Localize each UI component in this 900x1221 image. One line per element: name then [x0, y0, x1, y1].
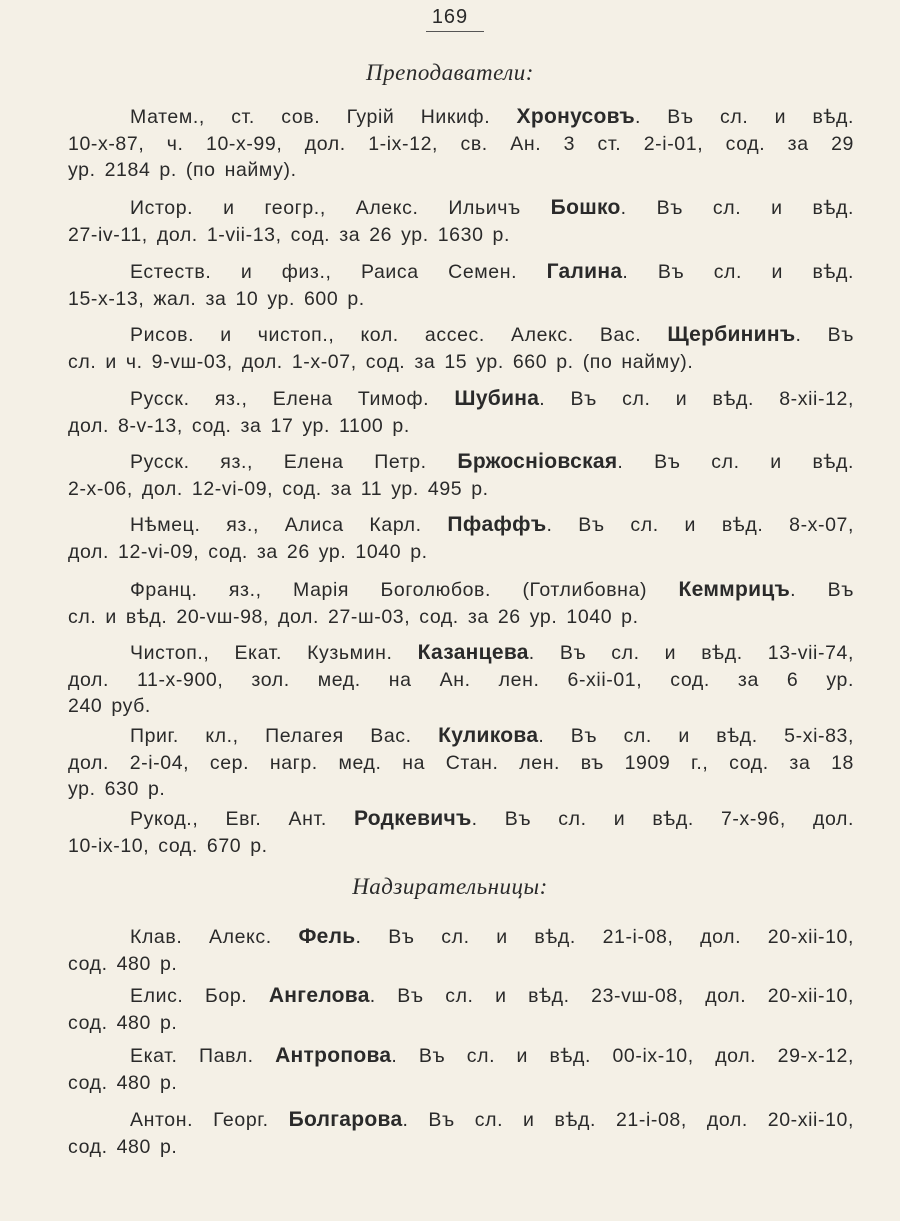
entry-rodkevich	[68, 806, 854, 859]
entry-antropova	[68, 1043, 854, 1096]
page-number-rule	[426, 31, 484, 32]
surname: Ангелова	[268, 984, 370, 1007]
entry-line: дол. 12-vі-09, сод. за 26 ур. 1040 р.	[68, 540, 428, 563]
entry-line: Истор. и геогр., Алекс. Ильичъ Бошко. Въ сл. и вѣд.	[130, 196, 854, 219]
entry-line: Нѣмец. яз., Алиса Карл. Пфаффъ. Въ сл. и вѣд. 8-х-07,	[130, 513, 855, 536]
surname: Шубина	[454, 387, 540, 410]
entry-pfaff	[68, 512, 854, 565]
entry-line: 2-х-06, дол. 12-vі-09, сод. за 11 ур. 495 р.	[68, 477, 489, 500]
surname: Бошко	[550, 196, 621, 219]
entry-line: 27-іv-11, дол. 1-vіі-13, сод. за 26 ур. 1630 р.	[68, 223, 510, 246]
surname: Казанцева	[417, 641, 529, 664]
surname: Галина	[546, 260, 623, 283]
entry-galina	[68, 259, 854, 312]
surname: Бржосніовская	[457, 450, 618, 473]
entry-line: ур. 2184 р. (по найму).	[68, 159, 297, 181]
surname: Куликова	[438, 724, 539, 747]
entry-line: Естеств. и физ., Раиса Семен. Галина. Въ сл. и вѣд.	[130, 260, 854, 283]
entry-line: Русск. яз., Елена Петр. Бржосніовская. Въ сл. и вѣд.	[130, 450, 855, 473]
entry-brzhosniovskaya	[68, 449, 854, 502]
entry-angelova	[68, 983, 854, 1036]
entry-line: сод. 480 р.	[68, 952, 178, 975]
entry-kazantseva	[68, 640, 854, 720]
entry-line: Клав. Алекс. Фель. Въ сл. и вѣд. 21-і-08, дол. 20-хіі-10,	[130, 925, 854, 948]
entry-line: Рисов. и чистоп., кол. ассес. Алекс. Вас. Щербининъ. Въ	[130, 323, 854, 346]
entry-line: ур. 630 р.	[68, 778, 166, 800]
surname: Фель	[298, 925, 356, 948]
entry-line: Антон. Георг. Болгарова. Въ сл. и вѣд. 21-і-08, дол. 20-хіі-10,	[130, 1108, 854, 1131]
entry-line: Рукод., Евг. Ант. Родкевичъ. Въ сл. и вѣд. 7-х-96, дол.	[130, 807, 854, 830]
entry-line: сод. 480 р.	[68, 1135, 178, 1158]
entry-line: 10-іх-10, сод. 670 р.	[68, 834, 268, 857]
surname: Кеммрицъ	[678, 578, 791, 601]
surname: Хронусовъ	[516, 105, 635, 128]
entry-line: 15-х-13, жал. за 10 ур. 600 р.	[68, 287, 365, 310]
surname: Болгарова	[288, 1108, 403, 1131]
entry-line: сод. 480 р.	[68, 1011, 178, 1034]
entry-khronusov	[68, 104, 854, 184]
surname: Родкевичъ	[354, 807, 472, 830]
entry-kulikova	[68, 723, 854, 803]
entry-line: Елис. Бор. Ангелова. Въ сл. и вѣд. 23-vш-08, дол. 20-хіі-10,	[130, 984, 854, 1007]
entry-boshko	[68, 195, 854, 248]
entry-line: сод. 480 р.	[68, 1071, 178, 1094]
entry-line: Франц. яз., Марія Боголюбов. (Готлибовна) Кеммрицъ. Въ	[130, 578, 854, 601]
section-heading-supervisors: Надзирательницы:	[352, 874, 548, 899]
entry-line: Русск. яз., Елена Тимоф. Шубина. Въ сл. и вѣд. 8-хіі-12,	[130, 387, 854, 410]
entry-line: 10-х-87, ч. 10-х-99, дол. 1-іх-12, св. Ан. 3 ст. 2-і-01, сод. за 29	[68, 132, 854, 155]
entry-bolgarova	[68, 1107, 854, 1160]
entry-kemmrits	[68, 577, 854, 630]
entry-shubina	[68, 386, 854, 439]
entry-line: 240 руб.	[68, 695, 151, 717]
entry-line: дол. 8-v-13, сод. за 17 ур. 1100 р.	[68, 414, 410, 437]
surname: Пфаффъ	[447, 513, 547, 536]
entry-line: Чистоп., Екат. Кузьмин. Казанцева. Въ сл. и вѣд. 13-vіі-74,	[130, 641, 854, 664]
entry-fel	[68, 924, 854, 977]
surname: Антропова	[275, 1044, 392, 1067]
surname: Щербининъ	[667, 323, 796, 346]
entry-line: дол. 11-х-900, зол. мед. на Ан. лен. 6-хіі-01, сод. за 6 ур.	[68, 668, 854, 691]
entry-line: сл. и ч. 9-vш-03, дол. 1-х-07, сод. за 15 ур. 660 р. (по найму).	[68, 350, 694, 373]
entry-line: дол. 2-і-04, сер. нагр. мед. на Стан. лен. въ 1909 г., сод. за 18	[68, 751, 854, 774]
section-heading-teachers: Преподаватели:	[366, 60, 534, 85]
entry-line: Приг. кл., Пелагея Вас. Куликова. Въ сл. и вѣд. 5-хі-83,	[130, 724, 854, 747]
entry-line: Матем., ст. сов. Гурій Никиф. Хронусовъ. Въ сл. и вѣд.	[130, 105, 854, 128]
entry-shcherbinin	[68, 322, 854, 375]
page-number: 169	[431, 6, 469, 28]
entry-line: Екат. Павл. Антропова. Въ сл. и вѣд. 00-іх-10, дол. 29-х-12,	[130, 1044, 854, 1067]
entry-line: сл. и вѣд. 20-vш-98, дол. 27-ш-03, сод. за 26 ур. 1040 р.	[68, 605, 639, 628]
